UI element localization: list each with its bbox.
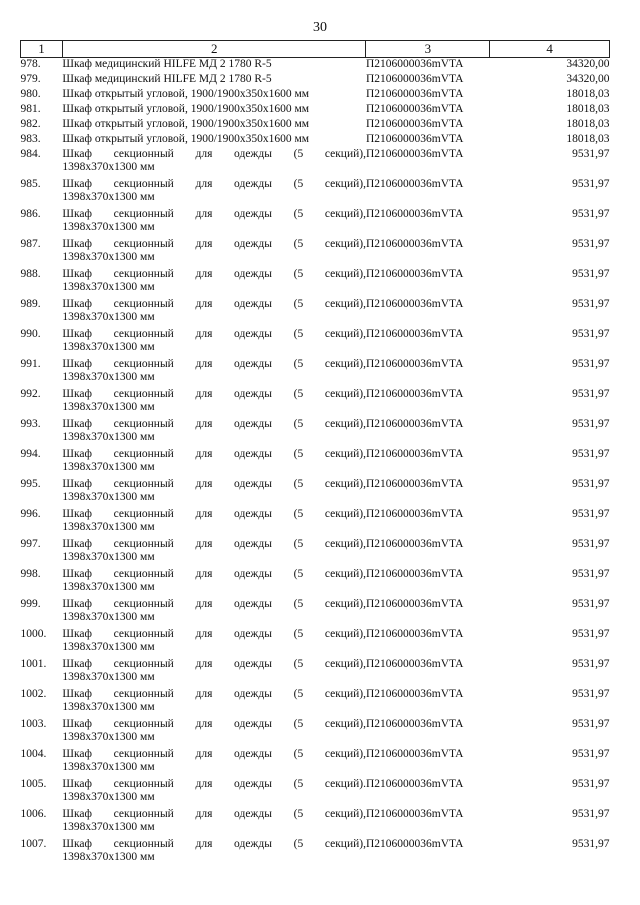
- item-name-line2: 1398x370x1300 мм: [62, 221, 155, 233]
- inventory-code: П2106000036mVTA: [365, 298, 464, 310]
- table-row: [21, 88, 610, 103]
- item-price: 9531,97: [572, 448, 610, 460]
- item-name: [62, 628, 366, 658]
- item-name: Шкаф открытый угловой, 1900/1900x350x1600 мм: [62, 118, 310, 130]
- item-name-line1: Шкаф секционный для одежды (5 секций),: [62, 328, 366, 340]
- row-number: 1000.: [20, 628, 47, 640]
- row-number: 981.: [20, 103, 41, 115]
- inventory-code: П2106000036mVTA: [365, 58, 464, 70]
- item-name: [62, 418, 366, 448]
- item-name: Шкаф открытый угловой, 1900/1900x350x1600 мм: [62, 88, 310, 100]
- item-name: [62, 328, 366, 358]
- row-number: 982.: [20, 118, 41, 130]
- row-number: 1003.: [20, 718, 47, 730]
- column-header-4: 4: [490, 41, 610, 58]
- table-row: [21, 133, 610, 148]
- item-name-line1: Шкаф секционный для одежды (5 секций),: [62, 598, 366, 610]
- item-price: 9531,97: [572, 508, 610, 520]
- item-name: [62, 448, 366, 478]
- inventory-code: П2106000036mVTA: [365, 208, 464, 220]
- item-name-line2: 1398x370x1300 мм: [62, 821, 155, 833]
- inventory-code: П2106000036mVTA: [365, 448, 464, 460]
- inventory-code: П2106000036mVTA: [365, 658, 464, 670]
- item-name-line2: 1398x370x1300 мм: [62, 161, 155, 173]
- table-row: [21, 508, 610, 538]
- table-row: [21, 118, 610, 133]
- item-name: [62, 208, 366, 238]
- item-name-line2: 1398x370x1300 мм: [62, 791, 155, 803]
- item-name-line2: 1398x370x1300 мм: [62, 701, 155, 713]
- row-number: 992.: [20, 388, 41, 400]
- item-name-line1: Шкаф секционный для одежды (5 секций),: [62, 238, 366, 250]
- table-row: [21, 658, 610, 688]
- item-name-line2: 1398x370x1300 мм: [62, 731, 155, 743]
- item-name-line1: Шкаф секционный для одежды (5 секций),: [62, 718, 366, 730]
- item-name: Шкаф открытый угловой, 1900/1900x350x1600 мм: [62, 103, 310, 115]
- row-number: 989.: [20, 298, 41, 310]
- item-name-line1: Шкаф секционный для одежды (5 секций),: [62, 418, 366, 430]
- item-name: [62, 688, 366, 718]
- item-name-line1: Шкаф секционный для одежды (5 секций),: [62, 808, 366, 820]
- item-price: 9531,97: [572, 388, 610, 400]
- item-name: [62, 598, 366, 628]
- row-number: 979.: [20, 73, 41, 85]
- inventory-code: П2106000036mVTA: [365, 718, 464, 730]
- item-name-line1: Шкаф секционный для одежды (5 секций),: [62, 358, 366, 370]
- item-name-line1: Шкаф секционный для одежды (5 секций),: [62, 628, 366, 640]
- item-name: [62, 748, 366, 778]
- table-header-row: [21, 41, 610, 58]
- row-number: 990.: [20, 328, 41, 340]
- item-name-line2: 1398x370x1300 мм: [62, 281, 155, 293]
- item-name-line1: Шкаф секционный для одежды (5 секций),: [62, 448, 366, 460]
- item-name: [62, 238, 366, 268]
- item-price: 9531,97: [572, 718, 610, 730]
- item-name: [62, 178, 366, 208]
- item-name: [62, 298, 366, 328]
- inventory-code: П2106000036mVTA: [365, 778, 464, 790]
- row-number: 991.: [20, 358, 41, 370]
- inventory-table: [20, 40, 610, 868]
- item-price: 9531,97: [572, 268, 610, 280]
- row-number: 994.: [20, 448, 41, 460]
- inventory-code: П2106000036mVTA: [365, 748, 464, 760]
- column-header-3: 3: [366, 41, 490, 58]
- item-name: [62, 478, 366, 508]
- row-number: 993.: [20, 418, 41, 430]
- table-row: [21, 58, 610, 74]
- item-name: [62, 808, 366, 838]
- item-name: [62, 568, 366, 598]
- table-row: [21, 718, 610, 748]
- item-name: [62, 838, 366, 868]
- item-name-line1: Шкаф секционный для одежды (5 секций),: [62, 178, 366, 190]
- item-price: 9531,97: [572, 298, 610, 310]
- row-number: 987.: [20, 238, 41, 250]
- inventory-code: П2106000036mVTA: [365, 418, 464, 430]
- item-name-line2: 1398x370x1300 мм: [62, 251, 155, 263]
- item-name-line1: Шкаф секционный для одежды (5 секций),: [62, 508, 366, 520]
- table-body: [21, 58, 610, 869]
- item-name-line1: Шкаф секционный для одежды (5 секций),: [62, 838, 366, 850]
- inventory-code: П2106000036mVTA: [365, 538, 464, 550]
- column-header-2: 2: [62, 41, 366, 58]
- item-name: [62, 148, 366, 178]
- row-number: 998.: [20, 568, 41, 580]
- inventory-code: П2106000036mVTA: [365, 268, 464, 280]
- item-name-line2: 1398x370x1300 мм: [62, 581, 155, 593]
- inventory-code: П2106000036mVTA: [365, 808, 464, 820]
- item-price: 34320,00: [566, 58, 610, 70]
- table-row: [21, 688, 610, 718]
- inventory-code: П2106000036mVTA: [365, 568, 464, 580]
- inventory-code: П2106000036mVTA: [365, 148, 464, 160]
- table-row: [21, 388, 610, 418]
- table-row: [21, 748, 610, 778]
- item-name-line2: 1398x370x1300 мм: [62, 341, 155, 353]
- item-name-line2: 1398x370x1300 мм: [62, 551, 155, 563]
- table-row: [21, 208, 610, 238]
- inventory-code: П2106000036mVTA: [365, 118, 464, 130]
- inventory-code: П2106000036mVTA: [365, 133, 464, 145]
- row-number: 1004.: [20, 748, 47, 760]
- item-price: 9531,97: [572, 838, 610, 850]
- item-name-line2: 1398x370x1300 мм: [62, 491, 155, 503]
- item-price: 9531,97: [572, 628, 610, 640]
- item-name: [62, 268, 366, 298]
- page-number: 30: [313, 20, 327, 35]
- table-row: [21, 268, 610, 298]
- inventory-code: П2106000036mVTA: [365, 388, 464, 400]
- item-price: 9531,97: [572, 778, 610, 790]
- item-price: 9531,97: [572, 658, 610, 670]
- row-number: 999.: [20, 598, 41, 610]
- row-number: 1005.: [20, 778, 47, 790]
- row-number: 1006.: [20, 808, 47, 820]
- row-number: 1002.: [20, 688, 47, 700]
- inventory-code: П2106000036mVTA: [365, 238, 464, 250]
- table-row: [21, 418, 610, 448]
- item-price: 18018,03: [566, 118, 610, 130]
- item-name-line1: Шкаф секционный для одежды (5 секций),: [62, 148, 366, 160]
- item-name: [62, 778, 366, 808]
- table-row: [21, 73, 610, 88]
- item-price: 18018,03: [566, 133, 610, 145]
- table-row: [21, 148, 610, 178]
- item-price: 9531,97: [572, 748, 610, 760]
- table-row: [21, 478, 610, 508]
- table-row: [21, 448, 610, 478]
- item-name-line1: Шкаф секционный для одежды (5 секций),: [62, 658, 366, 670]
- inventory-code: П2106000036mVTA: [365, 328, 464, 340]
- item-name-line2: 1398x370x1300 мм: [62, 521, 155, 533]
- item-price: 9531,97: [572, 688, 610, 700]
- inventory-code: П2106000036mVTA: [365, 478, 464, 490]
- item-name-line2: 1398x370x1300 мм: [62, 611, 155, 623]
- item-name-line1: Шкаф секционный для одежды (5 секций),: [62, 688, 366, 700]
- item-name-line2: 1398x370x1300 мм: [62, 401, 155, 413]
- table-row: [21, 778, 610, 808]
- inventory-code: П2106000036mVTA: [365, 73, 464, 85]
- item-name-line2: 1398x370x1300 мм: [62, 641, 155, 653]
- inventory-code: П2106000036mVTA: [365, 688, 464, 700]
- item-price: 34320,00: [566, 73, 610, 85]
- inventory-code: П2106000036mVTA: [365, 598, 464, 610]
- item-price: 9531,97: [572, 238, 610, 250]
- item-name: [62, 718, 366, 748]
- inventory-code: П2106000036mVTA: [365, 103, 464, 115]
- table-row: [21, 808, 610, 838]
- item-name-line1: Шкаф секционный для одежды (5 секций),: [62, 298, 366, 310]
- item-price: 9531,97: [572, 208, 610, 220]
- row-number: 984.: [20, 148, 41, 160]
- item-name: Шкаф открытый угловой, 1900/1900x350x1600 мм: [62, 133, 310, 145]
- item-price: 9531,97: [572, 808, 610, 820]
- row-number: 1001.: [20, 658, 47, 670]
- row-number: 996.: [20, 508, 41, 520]
- item-name: [62, 358, 366, 388]
- item-name-line1: Шкаф секционный для одежды (5 секций),: [62, 208, 366, 220]
- inventory-code: П2106000036mVTA: [365, 838, 464, 850]
- item-name-line2: 1398x370x1300 мм: [62, 851, 155, 863]
- row-number: 978.: [20, 58, 41, 70]
- row-number: 988.: [20, 268, 41, 280]
- inventory-code: П2106000036mVTA: [365, 178, 464, 190]
- table-row: [21, 598, 610, 628]
- item-name-line2: 1398x370x1300 мм: [62, 311, 155, 323]
- item-name: [62, 538, 366, 568]
- table-row: [21, 238, 610, 268]
- item-name-line2: 1398x370x1300 мм: [62, 431, 155, 443]
- item-name-line1: Шкаф секционный для одежды (5 секций),: [62, 568, 366, 580]
- item-name-line1: Шкаф секционный для одежды (5 секций),: [62, 748, 366, 760]
- table-row: [21, 298, 610, 328]
- inventory-code: П2106000036mVTA: [365, 358, 464, 370]
- item-name: [62, 658, 366, 688]
- item-name: [62, 388, 366, 418]
- table-row: [21, 178, 610, 208]
- row-number: 986.: [20, 208, 41, 220]
- table-row: [21, 628, 610, 658]
- item-price: 9531,97: [572, 538, 610, 550]
- item-name-line1: Шкаф секционный для одежды (5 секций),: [62, 538, 366, 550]
- inventory-code: П2106000036mVTA: [365, 628, 464, 640]
- item-name-line1: Шкаф секционный для одежды (5 секций),: [62, 388, 366, 400]
- row-number: 983.: [20, 133, 41, 145]
- item-price: 9531,97: [572, 598, 610, 610]
- column-header-1: 1: [21, 41, 63, 58]
- item-name-line2: 1398x370x1300 мм: [62, 461, 155, 473]
- table-row: [21, 838, 610, 868]
- table-row: [21, 568, 610, 598]
- item-name-line2: 1398x370x1300 мм: [62, 671, 155, 683]
- row-number: 995.: [20, 478, 41, 490]
- item-price: 18018,03: [566, 103, 610, 115]
- row-number: 997.: [20, 538, 41, 550]
- item-price: 9531,97: [572, 568, 610, 580]
- row-number: 985.: [20, 178, 41, 190]
- item-price: 9531,97: [572, 478, 610, 490]
- item-name-line2: 1398x370x1300 мм: [62, 191, 155, 203]
- item-price: 9531,97: [572, 148, 610, 160]
- inventory-code: П2106000036mVTA: [365, 508, 464, 520]
- item-name-line1: Шкаф секционный для одежды (5 секций).: [62, 778, 366, 790]
- item-name: Шкаф медицинский HILFE МД 2 1780 R-5: [62, 58, 272, 70]
- item-name: [62, 508, 366, 538]
- item-name-line1: Шкаф секционный для одежды (5 секций),: [62, 478, 366, 490]
- item-name-line2: 1398x370x1300 мм: [62, 761, 155, 773]
- inventory-code: П2106000036mVTA: [365, 88, 464, 100]
- table-row: [21, 103, 610, 118]
- row-number: 980.: [20, 88, 41, 100]
- row-number: 1007.: [20, 838, 47, 850]
- item-price: 18018,03: [566, 88, 610, 100]
- table-row: [21, 538, 610, 568]
- item-price: 9531,97: [572, 418, 610, 430]
- item-price: 9531,97: [572, 358, 610, 370]
- table-row: [21, 328, 610, 358]
- item-name: Шкаф медицинский HILFE МД 2 1780 R-5: [62, 73, 272, 85]
- item-price: 9531,97: [572, 178, 610, 190]
- item-name-line2: 1398x370x1300 мм: [62, 371, 155, 383]
- item-price: 9531,97: [572, 328, 610, 340]
- table-row: [21, 358, 610, 388]
- item-name-line1: Шкаф секционный для одежды (5 секций),: [62, 268, 366, 280]
